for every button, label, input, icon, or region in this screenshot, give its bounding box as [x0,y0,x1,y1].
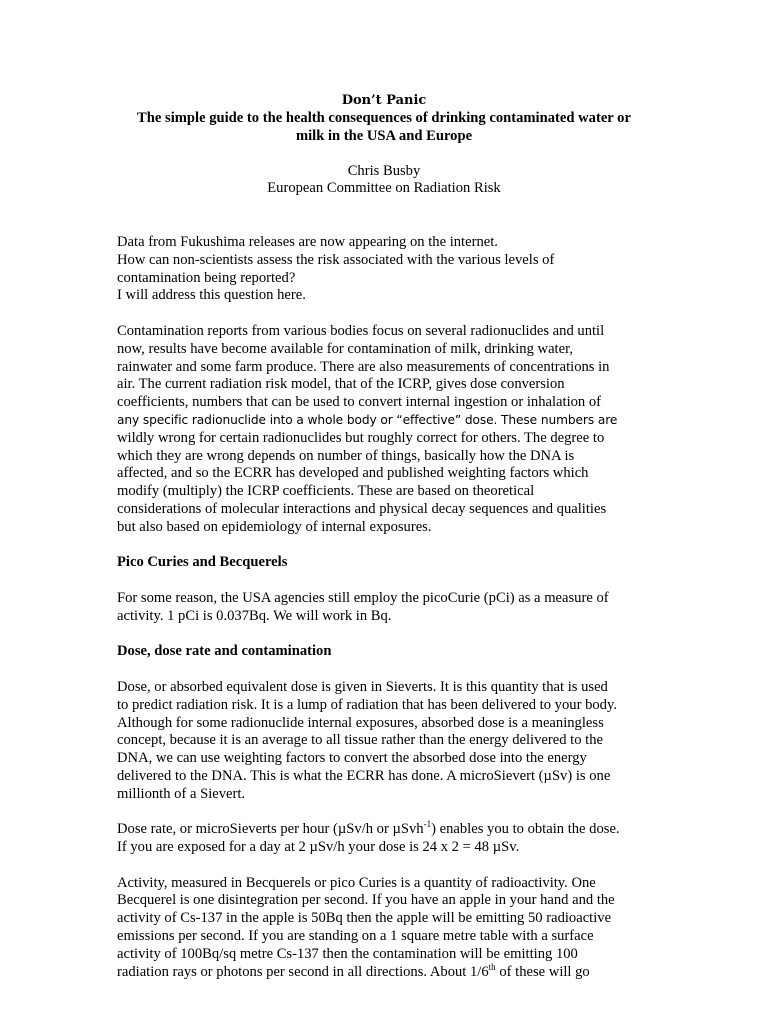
text-line: activity. 1 pCi is 0.037Bq. We will work in Bq. [117,607,392,624]
text-line: air. The current radiation risk model, that of the ICRP, gives dose conversion [117,376,565,393]
text-line: considerations of molecular interactions and physical decay sequences and qualities [117,500,607,517]
document-subtitle-line-2: milk in the USA and Europe [295,127,473,144]
text-line: rainwater and some farm produce. There are also measurements of concentrations in [117,358,610,375]
text-line: How can non-scientists assess the risk associated with the various levels of [117,251,555,268]
text-line: contamination being reported? [117,269,296,286]
pico-curies-paragraph [117,590,652,626]
text-line: If you are exposed for a day at 2 µSv/h your dose is 24 x 2 = 48 µSv. [117,839,520,856]
document-body [117,234,652,999]
text-line-part: radiation rays or photons per second in all directions. About 1/6 [117,963,489,980]
text-line: coefficients, numbers that can be used to convert internal ingestion or inhalation of [117,394,602,411]
document-subtitle-line-1: The simple guide to the health consequences of drinking contaminated water or [137,110,631,126]
superscript: -1 [423,819,432,830]
text-line: which they are wrong depends on number of things, basically how the DNA is [117,447,575,464]
text-line: to predict radiation risk. It is a lump of radiation that has been delivered to your body. [117,696,617,713]
text-line: activity of Cs-137 in the apple is 50Bq then the apple will be emitting 50 radioactive [117,910,612,927]
text-line: Becquerel is one disintegration per second. If you have an apple in your hand and the [117,892,615,909]
text-line: delivered to the DNA. This is what the ECRR has done. A microSievert (µSv) is one [117,767,611,784]
text-line: activity of 100Bq/sq metre Cs-137 then the contamination will be emitting 100 [117,945,578,962]
section-heading-pico-curies: Pico Curies and Becquerels [117,554,288,571]
text-line: Contamination reports from various bodies focus on several radionuclides and until [117,322,605,339]
intro-paragraph [117,234,652,305]
text-line: Although for some radionuclide internal exposures, absorbed dose is a meaningless [117,714,604,731]
text-line: Activity, measured in Becquerels or pico Curies is a quantity of radioactivity. One [117,874,596,891]
author-name: Chris Busby [347,162,421,179]
document-header [0,92,768,198]
text-line: affected, and so the ECRR has developed and published weighting factors which [117,465,589,482]
text-line: wildly wrong for certain radionuclides but roughly correct for others. The degree to [117,429,605,446]
text-line: but also based on epidemiology of internal exposures. [117,518,432,535]
text-line: now, results have become available for contamination of milk, drinking water, [117,340,574,357]
dose-rate-paragraph [117,821,652,857]
text-line: emissions per second. If you are standing on a 1 square metre table with a surface [117,928,594,945]
activity-paragraph [117,875,652,982]
text-line: concept, because it is an average to all tissue rather than the energy delivered to the [117,732,603,749]
text-line-part: of these will go [495,963,590,980]
text-line-part: ) enables you to obtain the dose. [431,821,620,838]
text-line: I will address this question here. [117,287,306,304]
text-line: millionth of a Sievert. [117,785,246,802]
superscript: th [488,961,496,972]
contamination-reports-paragraph [117,323,652,537]
dose-paragraph [117,679,652,804]
document-title: Don’t Panic [341,93,427,108]
text-line-part: Dose rate, or microSieverts per hour (µSv/h or µSvh [117,821,424,838]
author-affiliation: European Committee on Radiation Risk [267,180,501,196]
text-line: any specific radionuclide into a whole body or “effective” dose. These numbers are [117,412,618,427]
text-line: Data from Fukushima releases are now appearing on the internet. [117,234,498,250]
text-line: DNA, we can use weighting factors to convert the absorbed dose into the energy [117,750,587,767]
text-line: For some reason, the USA agencies still employ the picoCurie (pCi) as a measure of [117,589,609,606]
section-heading-dose: Dose, dose rate and contamination [117,643,332,660]
text-line: modify (multiply) the ICRP coefficients. These are based on theoretical [117,483,535,500]
text-line: Dose, or absorbed equivalent dose is given in Sieverts. It is this quantity that is used [117,678,608,695]
